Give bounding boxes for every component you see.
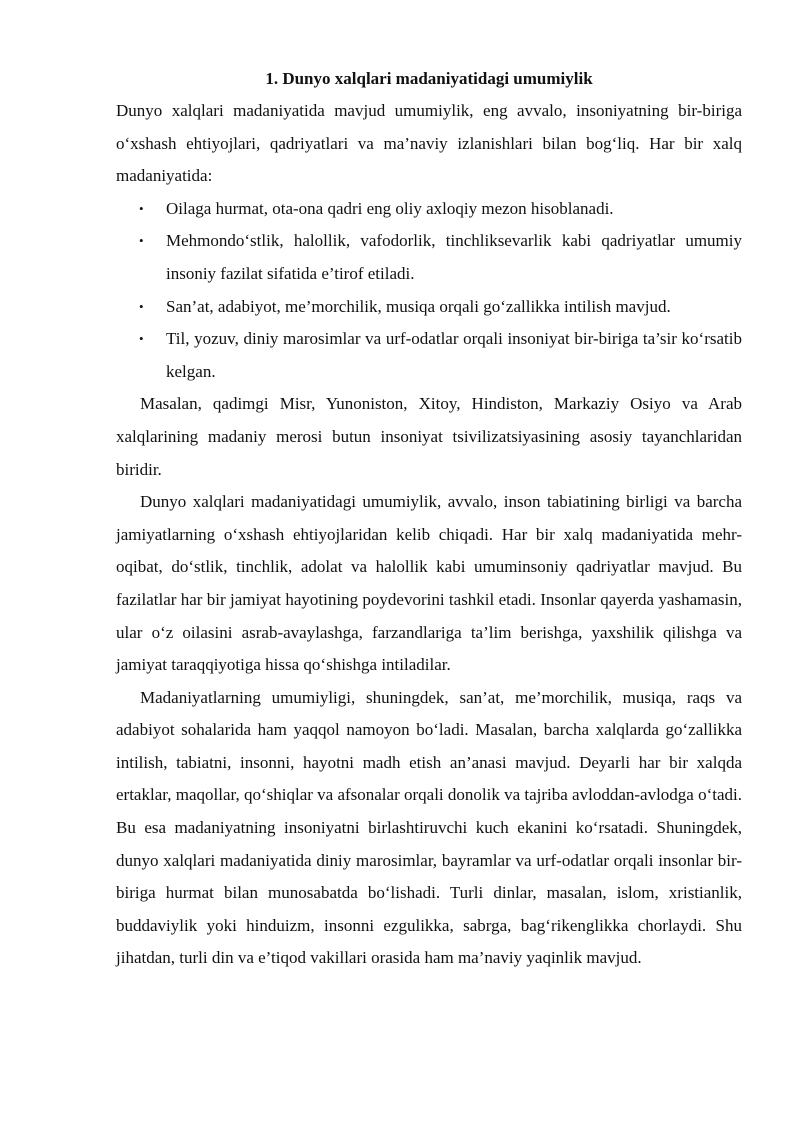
intro-paragraph: Dunyo xalqlari madaniyatida mavjud umumiylik, eng avvalo, insoniyatning bir-biriga o‘xshash ehtiyojlari, qadriyatlari va ma’naviy izlanishlari bilan bog‘liq. Har bir xalq madaniyatida: (116, 101, 742, 186)
body-paragraph: Masalan, qadimgi Misr, Yunoniston, Xitoy, Hindiston, Markaziy Osiyo va Arab xalqlarining madaniy merosi butun insoniyat tsivilizatsiyasining asosiy tayanchlaridan biridir. (116, 394, 742, 479)
section-title: 1. Dunyo xalqlari madaniyatidagi umumiylik (265, 69, 593, 88)
list-item-text: Oilaga hurmat, ota-ona qadri eng oliy axloqiy mezon hisoblanadi. (166, 198, 614, 218)
list-item (116, 291, 742, 324)
values-list (116, 193, 742, 389)
body-paragraph: Madaniyatlarning umumiyligi, shuningdek, san’at, me’morchilik, musiqa, raqs va adabiyot sohalarida ham yaqqol namoyon bo‘ladi. Masalan, barcha xalqlarda go‘zallikka intilish, tabiatni, insonni, hayotni madh etish an’anasi mavjud. Deyarli har bir xalqda ertaklar, maqollar, qo‘shiqlar va afsonalar orqali donolik va tajriba avloddan-avlodga o‘tadi. Bu esa madaniyatning insoniyatni birlashtiruvchi kuch ekanini ko‘rsatadi. Shuningdek, dunyo xalqlari madaniyatida diniy marosimlar, bayramlar va urf-odatlar orqali insonlar bir-biriga hurmat bilan munosabatda bo‘lishadi. Turli dinlar, masalan, islom, xristianlik, buddaviylik yoki hinduizm, insonni ezgulikka, sabrga, bag‘rikenglikka chorlaydi. Shu jihatdan, turli din va e’tiqod vakillari orasida ham ma’naviy yaqinlik mavjud. (116, 687, 742, 968)
list-item (116, 193, 742, 226)
bullet-icon: • (139, 233, 144, 249)
list-item (116, 225, 742, 290)
body-paragraph: Dunyo xalqlari madaniyatidagi umumiylik, avvalo, inson tabiatining birligi va barcha jamiyatlarning o‘xshash ehtiyojlaridan kelib chiqadi. Har bir xalq madaniyatida mehr-oqibat, do‘stlik, tinchlik, adolat va halollik kabi umuminsoniy qadriyatlar mavjud. Bu fazilatlar har bir jamiyat hayotining poydevorini tashkil etadi. Insonlar qayerda yashamasin, ular o‘z oilasini asrab-avaylashga, farzandlariga ta’lim berishga, yaxshilik qilishga va jamiyat taraqqiyotiga hissa qo‘shishga intiladilar. (116, 492, 742, 675)
document-body (116, 66, 742, 975)
bullet-icon: • (139, 200, 144, 216)
list-item-text: Mehmondo‘stlik, halollik, vafodorlik, tinchliksevarlik kabi qadriyatlar umumiy insoniy fazilat sifatida e’tirof etiladi. (166, 231, 742, 283)
list-item-text: San’at, adabiyot, me’morchilik, musiqa orqali go‘zallikka intilish mavjud. (166, 296, 671, 316)
bullet-icon: • (139, 331, 144, 347)
list-item (116, 323, 742, 388)
bullet-icon: • (139, 298, 144, 314)
list-item-text: Til, yozuv, diniy marosimlar va urf-odatlar orqali insoniyat bir-biriga ta’sir ko‘rsatib kelgan. (166, 329, 742, 381)
